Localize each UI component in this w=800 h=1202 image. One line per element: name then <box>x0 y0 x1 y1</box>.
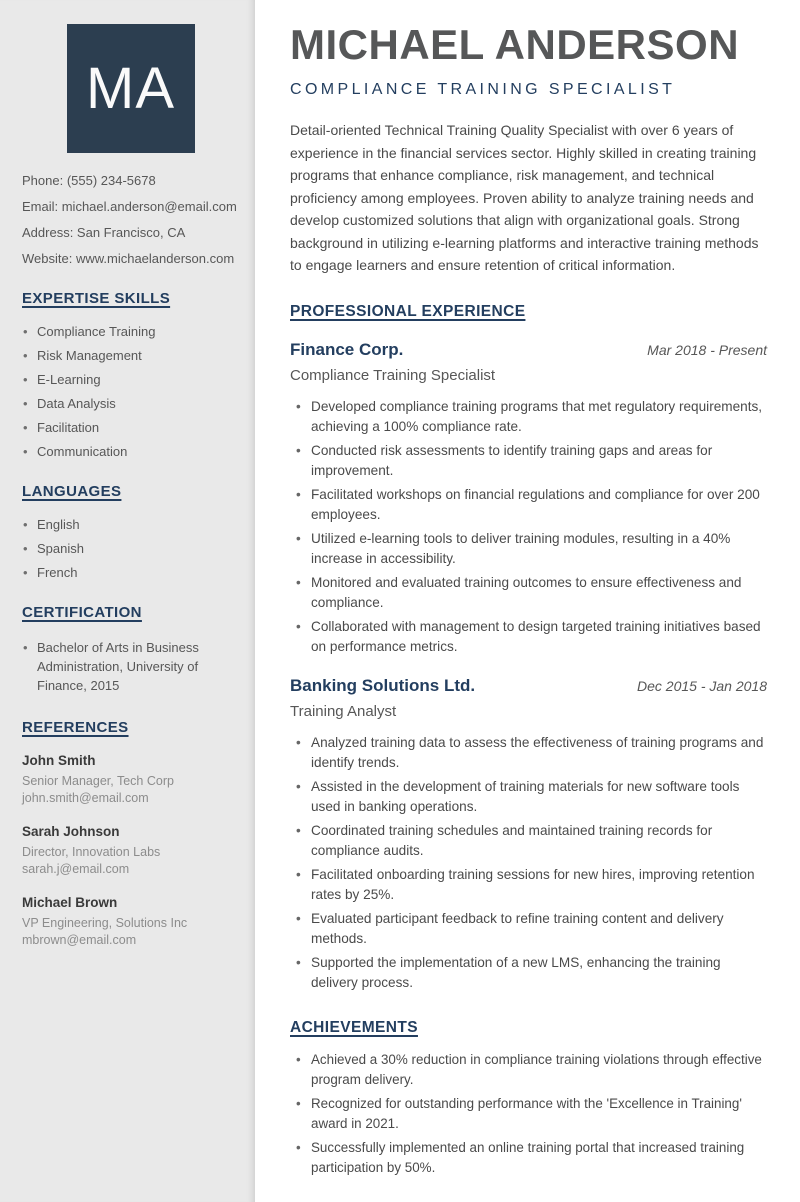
avatar <box>67 24 195 153</box>
section-title-achievements: ACHIEVEMENTS <box>290 1018 418 1036</box>
sidebar-section-expertise-skills <box>22 290 239 459</box>
job-bullet: • Evaluated participant feedback to refine training content and delivery methods. <box>290 909 767 949</box>
sidebar <box>0 0 255 1202</box>
section-title-professional-experience: PROFESSIONAL EXPERIENCE <box>290 302 526 320</box>
job-bullet: • Conducted risk assessments to identify training gaps and areas for improvement. <box>290 441 767 481</box>
references-list <box>22 753 239 949</box>
reference-name: Sarah Johnson <box>22 824 120 839</box>
job-bullets <box>290 397 767 657</box>
job-dates: Dec 2015 - Jan 2018 <box>637 677 767 694</box>
job-bullet: • Supported the implementation of a new LMS, enhancing the training delivery process. <box>290 953 767 993</box>
skills-list <box>22 324 239 459</box>
sidebar-section-references <box>22 719 239 949</box>
job-bullet: • Developed compliance training programs that met regulatory requirements, achieving a 100% compliance rate. <box>290 397 767 437</box>
reference-role: VP Engineering, Solutions Inc <box>22 916 188 930</box>
achievement-item: • Recognized for outstanding performance with the 'Excellence in Training' award in 2021. <box>290 1094 767 1134</box>
job-role: Compliance Training Specialist <box>290 366 496 384</box>
jobs-list <box>290 340 767 993</box>
job-bullet: • Coordinated training schedules and maintained training records for compliance audits. <box>290 821 767 861</box>
section-title-certification: CERTIFICATION <box>22 604 142 621</box>
job-entry <box>290 676 767 993</box>
skill-item: • E-Learning <box>22 372 239 387</box>
job-dates: Mar 2018 - Present <box>647 341 767 358</box>
reference-entry <box>22 753 239 807</box>
job-bullet: • Assisted in the development of training materials for new software tools used in banking operations. <box>290 777 767 817</box>
job-bullets <box>290 733 767 993</box>
job-header <box>290 676 767 696</box>
reference-role: Senior Manager, Tech Corp <box>22 774 174 788</box>
job-bullet: • Utilized e-learning tools to deliver training modules, resulting in a 40% increase in accessibility. <box>290 529 767 569</box>
job-bullet: • Monitored and evaluated training outcomes to ensure effectiveness and compliance. <box>290 573 767 613</box>
skill-item: • Facilitation <box>22 420 239 435</box>
sidebar-section-languages <box>22 483 239 580</box>
skill-item: • Data Analysis <box>22 396 239 411</box>
reference-email: john.smith@email.com <box>22 791 149 805</box>
reference-entry <box>22 824 239 878</box>
job-role: Training Analyst <box>290 702 397 720</box>
language-item: • French <box>22 565 239 580</box>
reference-name: Michael Brown <box>22 895 118 910</box>
languages-list <box>22 517 239 580</box>
company-name: Finance Corp. <box>290 339 404 359</box>
job-bullet: • Facilitated onboarding training sessions for new hires, improving retention rates by 25%. <box>290 865 767 905</box>
avatar-initials: MA <box>86 56 175 121</box>
certification-item: • Bachelor of Arts in Business Administration, University of Finance, 2015 <box>22 638 239 695</box>
reference-role: Director, Innovation Labs <box>22 845 161 859</box>
job-bullet: • Facilitated workshops on financial regulations and compliance for over 200 employees. <box>290 485 767 525</box>
section-title-references: REFERENCES <box>22 719 129 736</box>
reference-entry <box>22 895 239 949</box>
job-bullet: • Analyzed training data to assess the effectiveness of training programs and identify trends. <box>290 733 767 773</box>
skill-item: • Compliance Training <box>22 324 239 339</box>
language-item: • Spanish <box>22 541 239 556</box>
section-achievements <box>290 1019 767 1178</box>
person-name: MICHAEL ANDERSON <box>290 21 740 68</box>
person-job-title: COMPLIANCE TRAINING SPECIALIST <box>290 81 676 98</box>
contact-line: Email: michael.anderson@email.com <box>22 199 237 214</box>
achievement-item: • Achieved a 30% reduction in compliance training violations through effective program delivery. <box>290 1050 767 1090</box>
skill-item: • Communication <box>22 444 239 459</box>
job-entry <box>290 340 767 657</box>
main-content <box>255 0 800 1202</box>
language-item: • English <box>22 517 239 532</box>
reference-name: John Smith <box>22 753 96 768</box>
summary-text: Detail-oriented Technical Training Quality Specialist with over 6 years of experience in the financial services sector. Highly skilled in creating training programs that enhance compliance, risk management, and technical proficiency among employees. Proven ability to analyze training needs and develop customized solutions that align with organizational goals. Strong background in utilizing e-learning platforms and interactive training methods to engage learners and ensure retention of critical information. <box>290 122 759 273</box>
reference-email: mbrown@email.com <box>22 933 137 947</box>
sidebar-section-certification <box>22 604 239 695</box>
contact-line: Phone: (555) 234-5678 <box>22 173 156 188</box>
section-title-languages: LANGUAGES <box>22 483 122 500</box>
achievements-list <box>290 1050 767 1178</box>
skill-item: • Risk Management <box>22 348 239 363</box>
contact-line: Website: www.michaelanderson.com <box>22 251 235 266</box>
job-header <box>290 340 767 360</box>
company-name: Banking Solutions Ltd. <box>290 675 476 695</box>
reference-email: sarah.j@email.com <box>22 862 130 876</box>
contact-line: Address: San Francisco, CA <box>22 225 186 240</box>
section-professional-experience <box>290 303 767 993</box>
contact-info <box>22 173 239 266</box>
achievement-item: • Successfully implemented an online training portal that increased training participation by 50%. <box>290 1138 767 1178</box>
job-bullet: • Collaborated with management to design targeted training initiatives based on performance metrics. <box>290 617 767 657</box>
certification-list <box>22 638 239 695</box>
section-title-expertise-skills: EXPERTISE SKILLS <box>22 290 171 307</box>
